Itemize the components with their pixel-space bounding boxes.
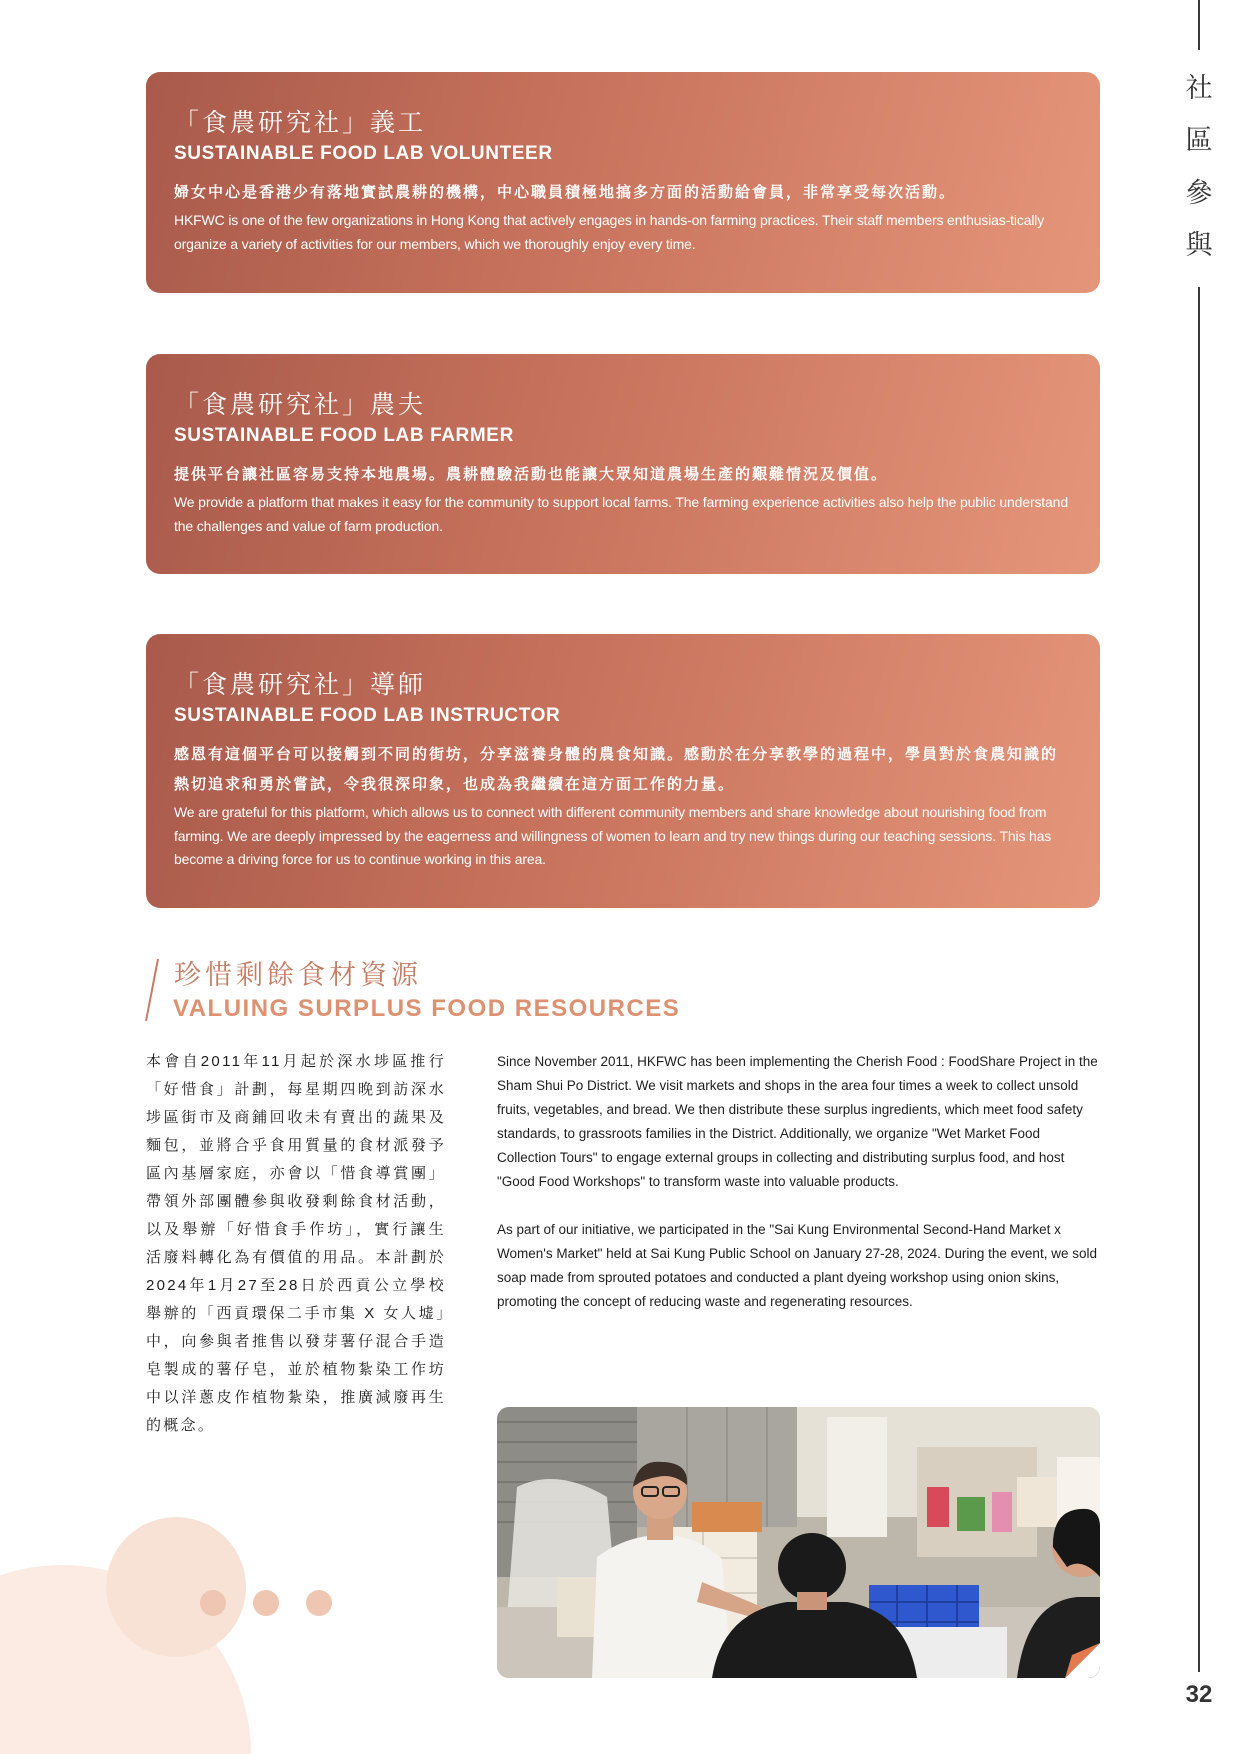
card-body-en: We provide a platform that makes it easy for the community to support local farms. The farming experience activities also help the public understand the challenges and value of farm production. xyxy=(174,494,1068,534)
body-paragraph-en: Since November 2011, HKFWC has been implementing the Cherish Food : FoodShare Project in the Sham Shui Po District. We visit markets and shops in the area four times a week to collect unsold fruits, vegetables, and bread. We then distribute these surplus ingredients, which meet food safety standards, to grassroots families in the District. Additionally, we organize "Wet Market Food Collection Tours" to engage external groups in collecting and distributing surplus food, and host "Good Food Workshops" to transform waste into valuable products. xyxy=(497,1054,1098,1189)
card-body-en: We are grateful for this platform, which allows us to connect with different community members and share knowledge about nourishing food from farming. We are deeply impressed by the eagerness and willingness of women to learn and try new things during our teaching sessions. This has become a driving force for us to continue working in this area. xyxy=(174,804,1052,867)
market-photo xyxy=(497,1407,1100,1678)
testimonial-card-volunteer xyxy=(146,72,1100,293)
card-title-zh: 「食農研究社」導師 xyxy=(174,671,427,699)
card-title-en: SUSTAINABLE FOOD LAB VOLUNTEER xyxy=(174,143,553,164)
page-number: 32 xyxy=(1185,1681,1213,1708)
card-title-zh: 「食農研究社」義工 xyxy=(174,109,427,137)
body-text-zh: 本會自2011年11月起於深水埗區推行「好惜食」計劃，每星期四晚到訪深水埗區街市及商鋪回收未有賣出的蔬果及麵包，並將合乎食用質量的食材派發予區內基層家庭，亦會以「惜食導賞團」帶領外部團體參與收發剩餘食材活動，以及舉辦「好惜食手作坊」，實行讓生活廢料轉化為有價值的用品。本計劃於2024年1月27至28日於西貢公立學校舉辦的「西貢環保二手市集 X 女人墟」中，向參與者推售以發芽薯仔混合手造皂製成的薯仔皂，並於植物紮染工作坊中以洋蔥皮作植物紮染，推廣減廢再生的概念。 xyxy=(146,1053,446,1434)
card-body-zh: 感恩有這個平台可以接觸到不同的街坊，分享滋養身體的農食知識。感動於在分享教學的過程中，學員對於食農知識的熱切追求和勇於嘗試，令我很深印象，也成為我繼續在這方面工作的力量。 xyxy=(174,746,1059,793)
card-title-en: SUSTAINABLE FOOD LAB FARMER xyxy=(174,425,514,446)
testimonial-card-instructor xyxy=(146,634,1100,908)
section-slash-icon xyxy=(140,955,164,1025)
card-body-zh: 婦女中心是香港少有落地實試農耕的機構，中心職員積極地搞多方面的活動給會員，非常享受每次活動。 xyxy=(174,184,957,201)
body-text-en xyxy=(497,1050,1100,1338)
testimonial-card-farmer xyxy=(146,354,1100,574)
card-body-zh: 提供平台讓社區容易支持本地農場。農耕體驗活動也能讓大眾知道農場生產的艱難情況及價值。 xyxy=(174,466,889,483)
card-title-zh: 「食農研究社」農夫 xyxy=(174,391,427,419)
section-title-en: VALUING SURPLUS FOOD RESOURCES xyxy=(173,995,681,1022)
sidebar-section-char: 參 xyxy=(1185,178,1213,208)
card-body-en: HKFWC is one of the few organizations in Hong Kong that actively engages in hands-on farming practices. Their staff members enthusias-tically organize a variety of activities for our members, which we thoroughly enjoy every time. xyxy=(174,212,1045,252)
speech-bubble-decoration xyxy=(0,1500,360,1754)
card-title-en: SUSTAINABLE FOOD LAB INSTRUCTOR xyxy=(174,705,561,726)
sidebar-section-char: 與 xyxy=(1185,230,1213,260)
body-paragraph-en: As part of our initiative, we participated in the "Sai Kung Environmental Second-Hand Market x Women's Market" held at Sai Kung Public School on January 27-28, 2024. During the event, we sold soap made from sprouted potatoes and conducted a plant dyeing workshop using onion skins, promoting the concept of reducing waste and regenerating resources. xyxy=(497,1222,1097,1309)
sidebar-section-char: 社 xyxy=(1185,73,1213,103)
sidebar-section-char: 區 xyxy=(1185,125,1213,155)
section-title-zh: 珍惜剩餘食材資源 xyxy=(174,960,422,990)
sidebar-divider-top xyxy=(1198,0,1200,50)
sidebar-divider-bottom xyxy=(1198,287,1200,1672)
